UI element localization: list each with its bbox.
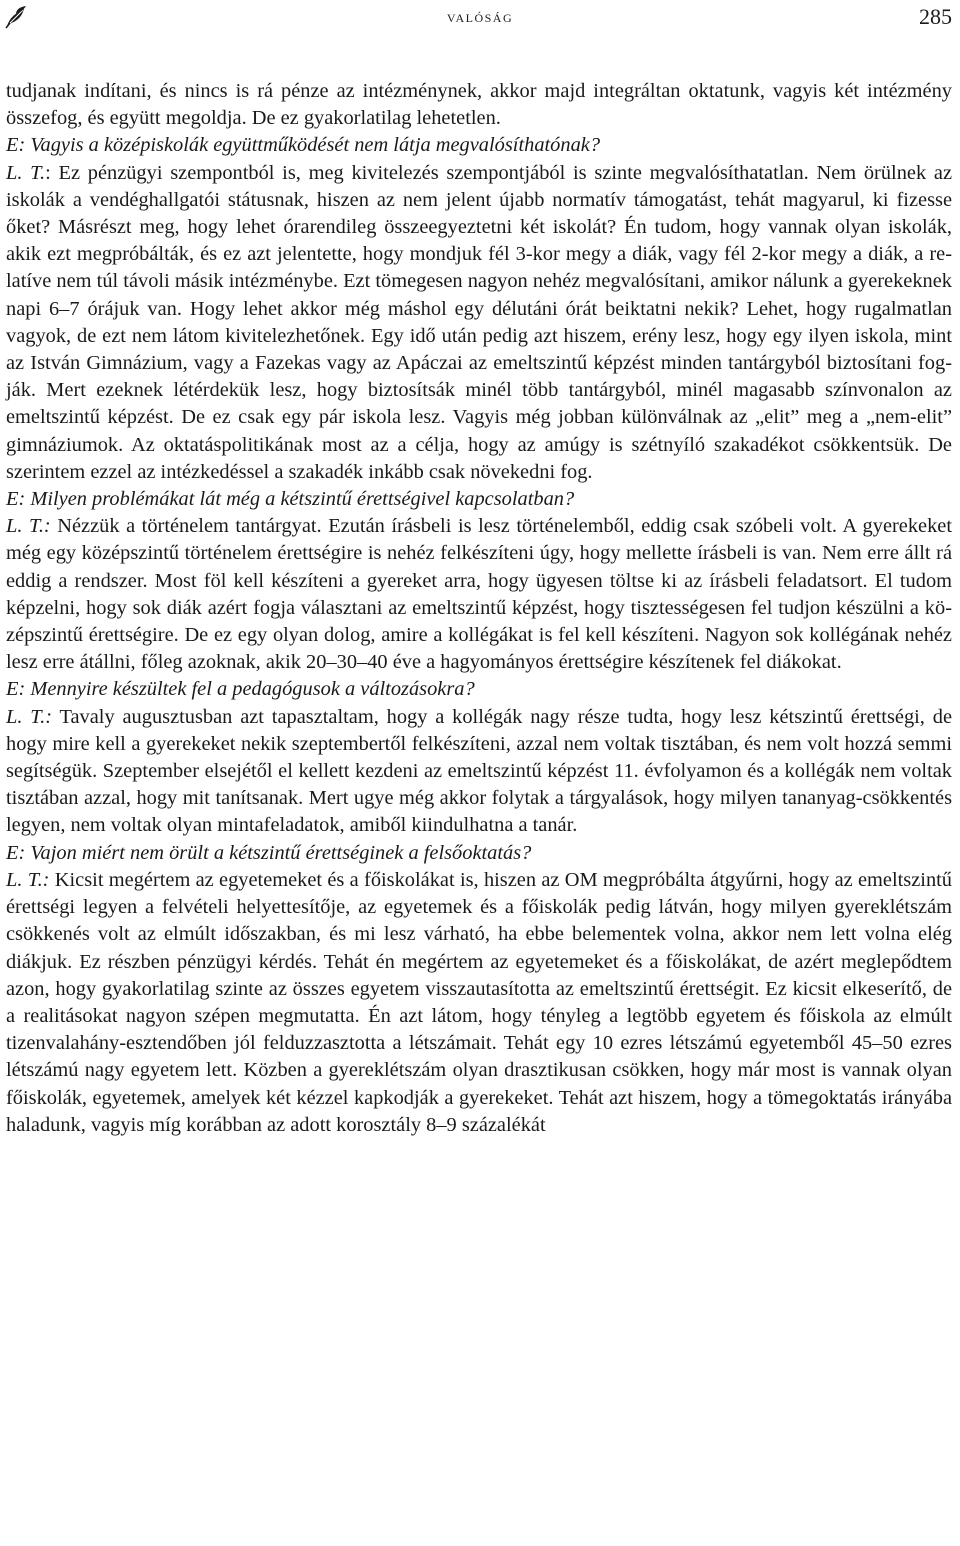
page-header: [0, 0, 960, 34]
interviewee-answer: [6, 160, 952, 486]
question-text: E: Vajon miért nem örült a kétszintű érettséginek a felsőoktatás?: [6, 841, 532, 864]
paragraph-text: tudjanak indítani, és nincs is rá pénze az intézménynek, akkor majd integráltan oktatunk, vagyis két intézmény összefog, és együtt megoldja. De ez gyakorlatilag lehetetlen.: [6, 80, 952, 130]
answer-text: Nézzük a történelem tantárgyat. Ezután írásbeli is lesz történelemből, eddig csak szóbeli volt. A gyerekeket még egy középszintű történelem érettségire is nehéz felkészíteni úgy, hogy mellette írásbeli is van. Nem erre állt rá eddig a rendszer. Most föl kell készíteni a gyereket arra, hogy ügyesen töltse ki az írásbeli feladatsort. El tudom képzelni, hogy sok diák azért fogja választani az emeltszintű képzést, hogy tisztességesen fel tudjon készülni a középszintű érettségire. De ez egy olyan dolog, amire a kollégákat is fel kell készíteni. Nagyon sok kollégának nehéz lesz erre átállni, főleg azoknak, akik 20–30–40 éve a hagyományos érettségire készítenek fel diákokat.: [6, 515, 952, 674]
answer-text: Kicsit megértem az egyetemeket és a főiskolákat is, hiszen az OM megpróbálta átgyűrni, hogy az emeltszintű érettségi legyen a felvételi helyettesítője, az egyetemek és a főiskolák pedig látván, hogy milyen gyereklétszám csökkenés volt az elmúlt időszakban, és mi lesz várható, ha ebbe belementek volna, akkor nem lett volna elég diákjuk. Ez részben pénzügyi kérdés. Tehát én megértem az egyetemeket és a főiskolákat, de azért meglepődtem azon, hogy gyakorlatilag szinte az összes egyetem visszautasította az emeltszintű érettségit. Ez kicsit elkeserítő, de a realitásokat nagyon szépen megmutatta. Én azt látom, hogy tényleg a legtöbb egyetem és főiskola az elmúlt tizenvalahány-esztendőben jól felduzzasztotta a létszámait. Tehát egy 10 ezres létszámú egyetemből 45–50 ezres létszámú nagy egyetem lett. Közben a gyereklétszám olyan drasztikusan csökken, hogy már most is vannak olyan főiskolák, egyetemek, amelyek két kézzel kapkodják a gyerekeket. Tehát azt hiszem, hogy a tömegoktatás irányába haladunk, vagyis míg korábban az adott korosztály 8–9 százalékát: [6, 868, 953, 1136]
question-text: E: Mennyire készültek fel a pedagógusok a változásokra?: [6, 678, 475, 701]
interviewer-question: [6, 676, 952, 703]
speaker-label: L. T.: [6, 161, 46, 184]
answer-text: Tavaly augusztusban azt tapasztaltam, hogy a kollégák nagy része tudta, hogy lesz kétszintű érettségi, de hogy mire kell a gyerekeket nekik szeptembertől felkészíteni, azzal nem voltak tisztában, és nem volt hozzá semmi segítségük. Szeptember elsejétől el kellett kezdeni az emeltszintű képzést 11. évfolyamon és a kollégák nem voltak tisztában azzal, hogy mit tanítsanak. Mert ugye még akkor folytak a tárgyalások, hogy milyen tananyag-csökkentés legyen, nem voltak olyan mintafeladatok, amiből kiindulhatna a tanár.: [6, 705, 952, 837]
interviewee-answer: [6, 867, 952, 1139]
speaker-label: L. T.:: [6, 868, 50, 891]
question-text: E: Vagyis a középiskolák együttműködését nem látja megvalósíthatónak?: [6, 134, 601, 157]
interviewer-question: [6, 486, 952, 513]
interviewer-question: [6, 840, 952, 867]
page-number: 285: [919, 4, 952, 29]
interviewee-answer: [6, 513, 952, 676]
article-body: [6, 78, 952, 1139]
running-head: valóság: [446, 7, 514, 26]
interviewee-answer: [6, 704, 952, 840]
answer-text: : Ez pénzügyi szempontból is, meg kivitelezés szempontjából is szinte megvalósíthatatlan. Nem örülnek az iskolák a vendéghallgatói státusnak, hiszen az nem jelent újabb normatív támogatást, tehát magyarul, ki fizesse őket? Másrészt meg, hogy lehet órarendileg összeegyeztetni két iskolát? Én tudom, hogy vannak olyan iskolák, akik ezt megpróbálták, és ez azt jelentette, hogy mondjuk fél 3-kor megy a diák, vagy fél 2-kor megy a diák, a relatíve nem túl távoli másik intézménybe. Ezt tömegesen nagyon nehéz megvalósítani, amikor nálunk a gyerekeknek napi 6–7 órájuk van. Hogy lehet akkor még máshol egy délutáni órát beiktatni nekik? Lehet, hogy rugalmatlan vagyok, de ezt nem látom kivitelezhetőnek. Egy idő után pedig azt hiszem, erény lesz, hogy egy ilyen iskola, mint az István Gimnázium, vagy a Fazekas vagy az Apáczai az emeltszintű képzést minden tantárgyból biztosítani fogják. Mert ezeknek létérdekük lesz, hogy biztosítsák minél több tantárgyból, minél magasabb színvonalon az emeltszintű képzést. De ez csak egy pár iskola lesz. Vagyis még jobban különválnak az „elit” meg a „nem-elit” gimnáziumok. Az oktatáspolitikának most az a célja, hogy az amúgy is szétnyíló szakadékot csökkentsük. De szerintem ezzel az intézkedéssel a szakadék inkább csak növekedni fog.: [6, 161, 952, 483]
speaker-label: L. T.:: [6, 515, 51, 538]
speaker-label: L. T.:: [6, 705, 52, 728]
question-text: E: Milyen problémákat lát még a kétszintű érettségivel kapcsolatban?: [6, 488, 575, 511]
paragraph-answer-continued: [6, 78, 952, 132]
interviewer-question: [6, 132, 952, 159]
